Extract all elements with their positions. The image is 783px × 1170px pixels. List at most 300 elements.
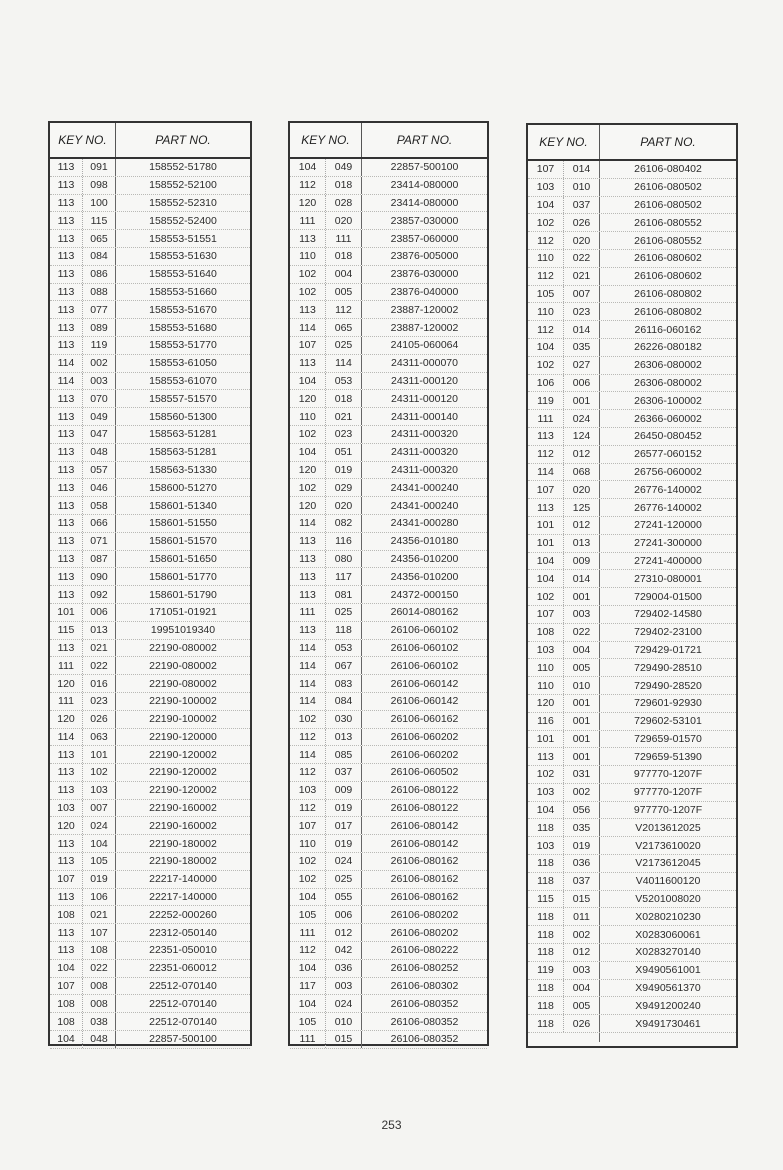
page-number: 253 [381, 1118, 402, 1132]
table-row [290, 657, 487, 675]
table-row [290, 746, 487, 764]
key-group: 114 [290, 515, 326, 532]
parts-table-2 [288, 121, 489, 1046]
part-number: 729402-14580 [634, 608, 702, 621]
table-row [290, 212, 487, 230]
key-group: 110 [528, 677, 564, 694]
part-number: X9490561370 [635, 982, 701, 995]
key-group: 105 [290, 1013, 326, 1030]
key-group: 120 [50, 817, 83, 834]
key-item: 100 [83, 195, 116, 212]
table-row [528, 695, 736, 713]
key-group: 104 [290, 373, 326, 390]
part-number: 26577-060152 [634, 448, 702, 461]
part-number: 26450-080452 [634, 430, 702, 443]
key-group: 113 [50, 640, 83, 657]
table-row [50, 284, 250, 302]
key-group: 114 [528, 464, 564, 481]
key-group: 119 [528, 962, 564, 979]
table-row [290, 408, 487, 426]
table-row [528, 428, 736, 446]
key-group: 110 [290, 408, 326, 425]
key-group: 105 [528, 286, 564, 303]
part-number: X0283060061 [635, 928, 701, 941]
key-group: 118 [528, 1015, 564, 1032]
part-number: 158557-51570 [149, 392, 217, 405]
part-number: 26106-060142 [390, 695, 459, 708]
part-no-header: PART NO. [396, 133, 453, 147]
part-number: 26106-080252 [390, 962, 459, 975]
table-row [50, 373, 250, 391]
key-group: 110 [290, 248, 326, 265]
part-number: 26106-060102 [390, 659, 459, 672]
table-row [290, 835, 487, 853]
part-number: 24311-000320 [391, 463, 458, 476]
table-row [528, 179, 736, 197]
table-row [528, 606, 736, 624]
table-row [50, 551, 250, 569]
key-group: 113 [290, 533, 326, 550]
key-group: 104 [290, 159, 326, 176]
part-number: 26106-080222 [390, 944, 459, 957]
table-row [50, 355, 250, 373]
key-item: 022 [83, 657, 116, 674]
table-row [290, 284, 487, 302]
key-group: 101 [50, 604, 83, 621]
key-item: 022 [564, 250, 600, 267]
part-number: 729659-01570 [634, 732, 702, 745]
key-group: 113 [290, 301, 326, 318]
key-group: 101 [528, 731, 564, 748]
key-group: 114 [290, 746, 326, 763]
table-row [290, 604, 487, 622]
key-group: 102 [290, 426, 326, 443]
table-row [528, 517, 736, 535]
table-row [290, 729, 487, 747]
key-group: 112 [290, 800, 326, 817]
key-group: 113 [50, 746, 83, 763]
part-number: V2013612025 [635, 821, 701, 834]
key-group: 108 [528, 624, 564, 641]
part-number: 26106-060502 [390, 766, 459, 779]
key-group: 103 [528, 179, 564, 196]
table-row [50, 159, 250, 177]
key-item: 124 [564, 428, 600, 445]
table-row [290, 568, 487, 586]
part-number: 26106-080142 [390, 819, 459, 832]
key-group: 114 [290, 640, 326, 657]
key-group: 113 [50, 390, 83, 407]
key-group: 107 [290, 337, 326, 354]
key-group: 101 [528, 535, 564, 552]
key-group: 114 [290, 657, 326, 674]
key-group: 113 [50, 533, 83, 550]
table-row [528, 766, 736, 784]
table-row [528, 464, 736, 482]
part-number: 24356-010180 [390, 535, 459, 548]
table-row [290, 764, 487, 782]
part-number: 26106-080162 [390, 855, 459, 868]
table-row [290, 390, 487, 408]
table-row [50, 497, 250, 515]
key-group: 113 [528, 748, 564, 765]
key-group: 112 [528, 446, 564, 463]
key-group: 115 [528, 891, 564, 908]
part-number: 22190-180002 [149, 837, 217, 850]
table-row [50, 711, 250, 729]
table-row [290, 853, 487, 871]
part-number: 26106-080402 [634, 163, 702, 176]
key-group: 113 [50, 462, 83, 479]
key-item: 029 [326, 479, 362, 496]
table-row [528, 944, 736, 962]
part-number: 26106-060142 [390, 677, 459, 690]
part-number: 977770-1207F [633, 786, 703, 799]
key-group: 113 [50, 177, 83, 194]
key-group: 110 [528, 303, 564, 320]
key-item: 019 [326, 835, 362, 852]
key-item: 028 [326, 195, 362, 212]
part-number: 977770-1207F [633, 804, 703, 817]
key-item: 021 [83, 640, 116, 657]
part-number: X0280210230 [635, 910, 701, 923]
key-item: 091 [83, 159, 116, 176]
table-row [528, 232, 736, 250]
part-number: V2173612045 [635, 857, 701, 870]
key-item: 088 [83, 284, 116, 301]
key-item: 037 [326, 764, 362, 781]
key-group: 112 [290, 942, 326, 959]
key-group: 113 [50, 764, 83, 781]
table-header [50, 123, 250, 159]
key-no-header: KEY NO. [290, 123, 362, 157]
key-item: 019 [564, 837, 600, 854]
column-divider [599, 1033, 600, 1042]
table-row [290, 337, 487, 355]
part-number: 23857-030000 [390, 214, 459, 227]
table-row [290, 426, 487, 444]
key-group: 116 [528, 713, 564, 730]
key-item: 024 [83, 817, 116, 834]
key-item: 042 [326, 942, 362, 959]
table-row [290, 248, 487, 266]
part-number: 26106-080602 [634, 270, 702, 283]
part-number: 24341-000240 [390, 481, 459, 494]
part-number: 158553-51670 [149, 303, 217, 316]
table-row [50, 782, 250, 800]
key-item: 025 [326, 871, 362, 888]
part-number: 26776-140002 [634, 501, 702, 514]
key-group: 117 [290, 978, 326, 995]
part-number: 23887-120002 [390, 303, 459, 316]
part-number: 26106-080502 [634, 198, 702, 211]
key-item: 102 [83, 764, 116, 781]
part-number: 24341-000280 [390, 517, 459, 530]
table-row [50, 337, 250, 355]
table-row [528, 197, 736, 215]
key-item: 055 [326, 889, 362, 906]
key-group: 113 [50, 568, 83, 585]
key-item: 090 [83, 568, 116, 585]
table-row [528, 392, 736, 410]
table-row [50, 212, 250, 230]
key-item: 018 [326, 177, 362, 194]
part-number: 26106-080202 [390, 926, 459, 939]
key-item: 003 [83, 373, 116, 390]
key-item: 058 [83, 497, 116, 514]
part-number: 22351-060012 [149, 962, 217, 975]
part-number: 22312-050140 [149, 926, 217, 939]
key-group: 103 [528, 642, 564, 659]
table-row [528, 659, 736, 677]
part-number: 158601-51650 [149, 552, 217, 565]
part-number: 729490-28520 [634, 679, 702, 692]
key-item: 012 [564, 944, 600, 961]
key-group: 113 [50, 835, 83, 852]
part-number: X9491200240 [635, 999, 701, 1012]
key-group: 111 [528, 410, 564, 427]
key-item: 001 [564, 392, 600, 409]
key-group: 113 [50, 444, 83, 461]
key-item: 067 [326, 657, 362, 674]
key-item: 011 [564, 908, 600, 925]
table-row [290, 301, 487, 319]
table-row [50, 266, 250, 284]
table-row [50, 1013, 250, 1031]
table-row [290, 479, 487, 497]
key-item: 006 [83, 604, 116, 621]
key-item: 003 [564, 962, 600, 979]
table-row [50, 960, 250, 978]
key-group: 107 [528, 161, 564, 178]
part-number: 158601-51770 [149, 570, 217, 583]
table-row [50, 853, 250, 871]
key-item: 048 [83, 1031, 116, 1048]
table-row [290, 355, 487, 373]
table-row [50, 942, 250, 960]
table-row [50, 301, 250, 319]
part-number: 158553-51551 [149, 232, 217, 245]
table-row [290, 817, 487, 835]
key-group: 110 [528, 250, 564, 267]
table-row [290, 230, 487, 248]
key-item: 002 [83, 355, 116, 372]
table-row [528, 357, 736, 375]
key-item: 020 [326, 497, 362, 514]
key-group: 120 [290, 462, 326, 479]
part-number: 158600-51270 [149, 481, 217, 494]
part-number: 26106-080162 [390, 891, 459, 904]
key-item: 112 [326, 301, 362, 318]
table-row [50, 177, 250, 195]
key-item: 084 [83, 248, 116, 265]
part-number: 22190-160002 [149, 802, 217, 815]
key-group: 113 [50, 301, 83, 318]
key-item: 026 [564, 1015, 600, 1032]
part-number: 26106-080302 [390, 980, 459, 993]
key-group: 120 [50, 675, 83, 692]
key-group: 102 [528, 214, 564, 231]
key-item: 023 [564, 303, 600, 320]
key-group: 111 [290, 212, 326, 229]
table-row [528, 873, 736, 891]
key-no-header: KEY NO. [50, 123, 116, 157]
key-group: 102 [290, 479, 326, 496]
part-number: 24311-000320 [391, 446, 458, 459]
key-item: 086 [83, 266, 116, 283]
part-number: 22190-100002 [149, 713, 217, 726]
table-row [50, 515, 250, 533]
key-group: 107 [528, 606, 564, 623]
key-item: 001 [564, 588, 600, 605]
key-item: 024 [326, 995, 362, 1012]
key-item: 025 [326, 337, 362, 354]
part-number: 26106-080802 [634, 287, 702, 300]
key-item: 077 [83, 301, 116, 318]
key-item: 103 [83, 782, 116, 799]
table-row [528, 481, 736, 499]
key-item: 007 [564, 286, 600, 303]
part-number: 26106-080352 [390, 997, 459, 1010]
key-group: 112 [528, 232, 564, 249]
part-number: 158552-52400 [149, 214, 217, 227]
key-item: 071 [83, 533, 116, 550]
key-item: 115 [83, 212, 116, 229]
part-number: 158560-51300 [149, 410, 217, 423]
key-group: 104 [290, 960, 326, 977]
table-row [50, 800, 250, 818]
table-row [290, 675, 487, 693]
part-number: V4011600120 [635, 875, 701, 888]
part-number: 26106-080552 [634, 234, 702, 247]
key-item: 019 [83, 871, 116, 888]
part-number: 158552-52310 [149, 196, 217, 209]
key-group: 118 [528, 980, 564, 997]
key-group: 118 [528, 819, 564, 836]
part-number: 729004-01500 [634, 590, 702, 603]
part-number: 22190-160002 [149, 819, 217, 832]
key-group: 102 [290, 284, 326, 301]
key-item: 002 [564, 926, 600, 943]
key-group: 113 [50, 408, 83, 425]
table-row [528, 286, 736, 304]
table-row [290, 319, 487, 337]
table-row [290, 444, 487, 462]
part-number: 24311-000320 [391, 428, 458, 441]
key-item: 020 [326, 212, 362, 229]
key-item: 005 [326, 284, 362, 301]
part-number: 24105-060064 [390, 339, 459, 352]
part-number: 26306-080002 [634, 359, 702, 372]
key-item: 068 [564, 464, 600, 481]
part-number: 26306-080002 [634, 376, 702, 389]
key-item: 049 [326, 159, 362, 176]
key-item: 013 [564, 535, 600, 552]
table-row [528, 214, 736, 232]
key-group: 112 [290, 729, 326, 746]
part-number: 158601-51550 [149, 517, 217, 530]
key-group: 113 [50, 248, 83, 265]
key-group: 118 [528, 873, 564, 890]
key-item: 030 [326, 711, 362, 728]
table-row [528, 410, 736, 428]
key-item: 004 [564, 980, 600, 997]
table-row [528, 713, 736, 731]
table-row [290, 497, 487, 515]
key-item: 085 [326, 746, 362, 763]
part-number: 158553-61070 [149, 374, 217, 387]
part-number: 171051-01921 [149, 606, 217, 619]
table-row [290, 889, 487, 907]
part-number: 729490-28510 [634, 661, 702, 674]
table-header [528, 125, 736, 161]
key-group: 108 [50, 995, 83, 1012]
key-item: 049 [83, 408, 116, 425]
key-group: 107 [290, 817, 326, 834]
key-group: 104 [528, 339, 564, 356]
part-number: 24311-000120 [391, 374, 458, 387]
key-item: 036 [564, 855, 600, 872]
key-item: 024 [564, 410, 600, 427]
key-group: 113 [50, 853, 83, 870]
part-number: 729402-23100 [634, 626, 702, 639]
part-number: 24372-000150 [390, 588, 459, 601]
part-number: 27241-300000 [634, 537, 702, 550]
table-row [290, 586, 487, 604]
part-number: 22857-500100 [390, 161, 459, 174]
key-group: 118 [528, 908, 564, 925]
key-item: 084 [326, 693, 362, 710]
table-row [50, 995, 250, 1013]
table-row [528, 375, 736, 393]
key-item: 114 [326, 355, 362, 372]
part-number: X9490561001 [635, 964, 701, 977]
key-item: 035 [564, 339, 600, 356]
key-item: 015 [326, 1031, 362, 1048]
key-item: 036 [326, 960, 362, 977]
table-row [50, 622, 250, 640]
key-item: 046 [83, 479, 116, 496]
part-number: 24311-000070 [391, 357, 458, 370]
key-group: 108 [50, 1013, 83, 1030]
key-item: 020 [564, 232, 600, 249]
part-number: 22217-140000 [149, 873, 217, 886]
key-item: 004 [326, 266, 362, 283]
table-row [290, 782, 487, 800]
part-number: V5201008020 [635, 893, 701, 906]
table-row [50, 319, 250, 337]
table-row [50, 230, 250, 248]
part-number: 729602-53101 [634, 715, 702, 728]
key-item: 012 [564, 446, 600, 463]
key-group: 118 [528, 855, 564, 872]
key-item: 080 [326, 551, 362, 568]
part-number: 22512-070140 [149, 980, 217, 993]
table-row [290, 693, 487, 711]
key-item: 021 [564, 268, 600, 285]
table-row [528, 570, 736, 588]
key-group: 113 [50, 230, 83, 247]
table-row [290, 800, 487, 818]
part-number: 729601-92930 [634, 697, 702, 710]
key-item: 035 [564, 819, 600, 836]
part-number: 22190-080002 [149, 659, 217, 672]
key-item: 010 [564, 677, 600, 694]
key-item: 005 [564, 997, 600, 1014]
key-item: 070 [83, 390, 116, 407]
part-number: 27241-120000 [634, 519, 702, 532]
part-number: 158552-52100 [149, 179, 217, 192]
